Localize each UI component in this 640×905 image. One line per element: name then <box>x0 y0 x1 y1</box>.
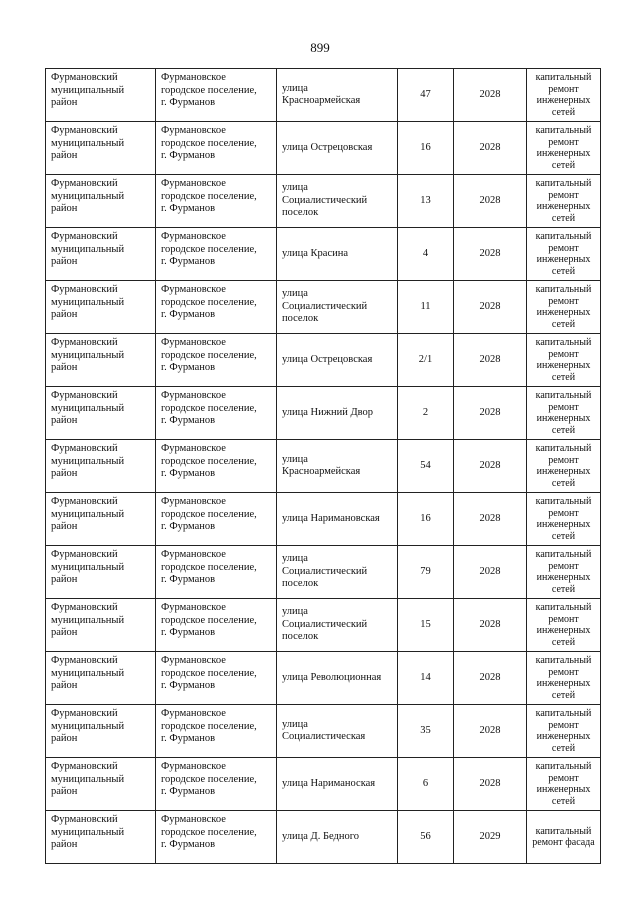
district-cell <box>46 122 156 175</box>
house-number-cell-text: 47 <box>420 88 431 100</box>
table-row <box>46 281 601 334</box>
work-type-cell-text: капитальный ремонт инженерных сетей <box>535 284 592 330</box>
house-number-cell-text: 79 <box>420 565 431 577</box>
work-type-cell <box>527 493 601 546</box>
district-cell-text: Фурмановский муниципальный район <box>51 72 125 108</box>
district-cell <box>46 281 156 334</box>
house-number-cell-text: 2 <box>422 406 429 418</box>
settlement-cell <box>156 652 277 705</box>
settlement-cell <box>156 440 277 493</box>
settlement-cell <box>156 175 277 228</box>
settlement-cell <box>156 387 277 440</box>
settlement-cell-text: Фурмановское городское поселение, г. Фурманов <box>161 443 257 479</box>
house-number-cell-text: 16 <box>420 512 431 524</box>
house-number-cell <box>398 228 454 281</box>
year-cell <box>454 811 527 864</box>
street-cell-text: улица Нариманоская <box>282 777 376 789</box>
house-number-cell-text: 6 <box>422 777 429 789</box>
district-cell <box>46 334 156 387</box>
table-row <box>46 599 601 652</box>
work-type-cell-text: капитальный ремонт инженерных сетей <box>535 708 592 754</box>
settlement-cell-text: Фурмановское городское поселение, г. Фурманов <box>161 761 257 797</box>
year-cell-text: 2028 <box>479 406 501 418</box>
street-cell <box>277 652 398 705</box>
district-cell-text: Фурмановский муниципальный район <box>51 231 125 267</box>
work-type-cell-text: капитальный ремонт инженерных сетей <box>535 178 592 224</box>
street-cell <box>277 387 398 440</box>
work-type-cell-text: капитальный ремонт инженерных сетей <box>535 496 592 542</box>
street-cell-text: улица Социалистический поселок <box>282 182 368 219</box>
house-number-cell <box>398 811 454 864</box>
table-row <box>46 440 601 493</box>
district-cell-text: Фурмановский муниципальный район <box>51 443 125 479</box>
year-cell <box>454 493 527 546</box>
street-cell <box>277 440 398 493</box>
year-cell <box>454 175 527 228</box>
house-number-cell <box>398 440 454 493</box>
year-cell-text: 2028 <box>479 459 501 471</box>
work-type-cell-text: капитальный ремонт фасада <box>532 825 595 848</box>
settlement-cell <box>156 228 277 281</box>
street-cell-text: улица Социалистическая <box>282 718 366 742</box>
district-cell-text: Фурмановский муниципальный район <box>51 178 125 214</box>
work-type-cell <box>527 69 601 122</box>
table-row <box>46 705 601 758</box>
street-cell-text: улица Наримановская <box>282 512 380 524</box>
work-type-cell <box>527 387 601 440</box>
house-number-cell <box>398 281 454 334</box>
year-cell-text: 2028 <box>479 565 501 577</box>
table-row <box>46 652 601 705</box>
street-cell-text: улица Социалистический поселок <box>282 288 368 325</box>
work-type-cell <box>527 705 601 758</box>
house-number-cell-text: 54 <box>420 459 431 471</box>
work-type-cell <box>527 652 601 705</box>
table-row <box>46 334 601 387</box>
work-type-cell-text: капитальный ремонт инженерных сетей <box>535 761 592 807</box>
street-cell-text: улица Социалистический поселок <box>282 553 368 590</box>
settlement-cell-text: Фурмановское городское поселение, г. Фурманов <box>161 390 257 426</box>
table-row <box>46 546 601 599</box>
house-number-cell-text: 15 <box>420 618 431 630</box>
work-type-cell <box>527 228 601 281</box>
street-cell-text: улица Красноармейская <box>282 453 361 477</box>
street-cell <box>277 705 398 758</box>
work-type-cell-text: капитальный ремонт инженерных сетей <box>535 443 592 489</box>
house-number-cell <box>398 493 454 546</box>
house-number-cell <box>398 69 454 122</box>
table-row <box>46 122 601 175</box>
street-cell-text: улица Красноармейская <box>282 82 361 106</box>
house-number-cell-text: 4 <box>422 247 429 259</box>
work-type-cell <box>527 546 601 599</box>
settlement-cell-text: Фурмановское городское поселение, г. Фурманов <box>161 602 257 638</box>
street-cell <box>277 758 398 811</box>
street-cell <box>277 334 398 387</box>
street-cell <box>277 546 398 599</box>
settlement-cell-text: Фурмановское городское поселение, г. Фурманов <box>161 178 257 214</box>
settlement-cell-text: Фурмановское городское поселение, г. Фурманов <box>161 231 257 267</box>
district-cell-text: Фурмановский муниципальный район <box>51 708 125 744</box>
settlement-cell <box>156 705 277 758</box>
street-cell <box>277 122 398 175</box>
year-cell-text: 2028 <box>479 724 501 736</box>
settlement-cell <box>156 758 277 811</box>
year-cell-text: 2029 <box>479 830 501 842</box>
settlement-cell <box>156 122 277 175</box>
year-cell-text: 2028 <box>479 300 501 312</box>
street-cell <box>277 599 398 652</box>
settlement-cell <box>156 281 277 334</box>
house-number-cell <box>398 705 454 758</box>
street-cell <box>277 811 398 864</box>
table-row <box>46 69 601 122</box>
settlement-cell-text: Фурмановское городское поселение, г. Фурманов <box>161 72 257 108</box>
work-type-cell-text: капитальный ремонт инженерных сетей <box>535 602 592 648</box>
work-type-cell <box>527 334 601 387</box>
year-cell <box>454 705 527 758</box>
year-cell <box>454 758 527 811</box>
work-type-cell-text: капитальный ремонт инженерных сетей <box>535 390 592 436</box>
table-row <box>46 228 601 281</box>
year-cell-text: 2028 <box>479 671 501 683</box>
house-number-cell <box>398 122 454 175</box>
house-number-cell <box>398 758 454 811</box>
settlement-cell-text: Фурмановское городское поселение, г. Фурманов <box>161 814 257 850</box>
registry-table <box>45 68 601 864</box>
district-cell <box>46 440 156 493</box>
street-cell-text: улица Нижний Двор <box>282 406 374 418</box>
district-cell-text: Фурмановский муниципальный район <box>51 125 125 161</box>
work-type-cell <box>527 599 601 652</box>
year-cell <box>454 599 527 652</box>
settlement-cell-text: Фурмановское городское поселение, г. Фурманов <box>161 496 257 532</box>
house-number-cell <box>398 652 454 705</box>
year-cell-text: 2028 <box>479 618 501 630</box>
district-cell-text: Фурмановский муниципальный район <box>51 655 125 691</box>
year-cell-text: 2028 <box>479 194 501 206</box>
district-cell <box>46 652 156 705</box>
year-cell-text: 2028 <box>479 141 501 153</box>
house-number-cell <box>398 387 454 440</box>
table-row <box>46 493 601 546</box>
street-cell <box>277 281 398 334</box>
district-cell-text: Фурмановский муниципальный район <box>51 337 125 373</box>
district-cell <box>46 758 156 811</box>
settlement-cell <box>156 599 277 652</box>
street-cell-text: улица Революционная <box>282 671 382 683</box>
street-cell-text: улица Социалистический поселок <box>282 606 368 643</box>
work-type-cell <box>527 175 601 228</box>
settlement-cell-text: Фурмановское городское поселение, г. Фурманов <box>161 655 257 691</box>
house-number-cell-text: 11 <box>420 300 431 312</box>
settlement-cell <box>156 493 277 546</box>
street-cell-text: улица Острецовская <box>282 141 373 153</box>
house-number-cell-text: 56 <box>420 830 431 842</box>
district-cell-text: Фурмановский муниципальный район <box>51 496 125 532</box>
house-number-cell-text: 16 <box>420 141 431 153</box>
house-number-cell-text: 13 <box>420 194 431 206</box>
district-cell <box>46 175 156 228</box>
street-cell-text: улица Д. Бедного <box>282 830 360 842</box>
table-row <box>46 758 601 811</box>
year-cell <box>454 69 527 122</box>
settlement-cell-text: Фурмановское городское поселение, г. Фурманов <box>161 549 257 585</box>
year-cell <box>454 122 527 175</box>
district-cell <box>46 811 156 864</box>
district-cell-text: Фурмановский муниципальный район <box>51 814 125 850</box>
house-number-cell-text: 35 <box>420 724 431 736</box>
settlement-cell-text: Фурмановское городское поселение, г. Фурманов <box>161 284 257 320</box>
work-type-cell <box>527 281 601 334</box>
house-number-cell <box>398 546 454 599</box>
house-number-cell <box>398 599 454 652</box>
year-cell <box>454 228 527 281</box>
work-type-cell-text: капитальный ремонт инженерных сетей <box>535 231 592 277</box>
year-cell <box>454 281 527 334</box>
house-number-cell <box>398 334 454 387</box>
work-type-cell-text: капитальный ремонт инженерных сетей <box>535 655 592 701</box>
year-cell <box>454 652 527 705</box>
settlement-cell <box>156 69 277 122</box>
work-type-cell <box>527 758 601 811</box>
street-cell <box>277 69 398 122</box>
year-cell-text: 2028 <box>479 247 501 259</box>
district-cell <box>46 546 156 599</box>
page-number: 899 <box>310 40 330 55</box>
house-number-cell-text: 2/1 <box>418 353 433 365</box>
district-cell <box>46 228 156 281</box>
district-cell-text: Фурмановский муниципальный район <box>51 284 125 320</box>
district-cell <box>46 387 156 440</box>
house-number-cell-text: 14 <box>420 671 431 683</box>
street-cell <box>277 228 398 281</box>
work-type-cell <box>527 122 601 175</box>
settlement-cell-text: Фурмановское городское поселение, г. Фурманов <box>161 708 257 744</box>
work-type-cell <box>527 811 601 864</box>
year-cell-text: 2028 <box>479 512 501 524</box>
street-cell <box>277 493 398 546</box>
settlement-cell-text: Фурмановское городское поселение, г. Фурманов <box>161 337 257 373</box>
table-row <box>46 811 601 864</box>
work-type-cell-text: капитальный ремонт инженерных сетей <box>535 125 592 171</box>
street-cell-text: улица Острецовская <box>282 353 373 365</box>
district-cell-text: Фурмановский муниципальный район <box>51 549 125 585</box>
year-cell <box>454 334 527 387</box>
work-type-cell-text: капитальный ремонт инженерных сетей <box>535 337 592 383</box>
district-cell-text: Фурмановский муниципальный район <box>51 602 125 638</box>
work-type-cell-text: капитальный ремонт инженерных сетей <box>535 72 592 118</box>
year-cell-text: 2028 <box>479 88 501 100</box>
year-cell <box>454 440 527 493</box>
year-cell <box>454 387 527 440</box>
registry-body <box>46 69 601 864</box>
district-cell <box>46 493 156 546</box>
settlement-cell <box>156 546 277 599</box>
district-cell <box>46 599 156 652</box>
district-cell-text: Фурмановский муниципальный район <box>51 390 125 426</box>
district-cell <box>46 69 156 122</box>
house-number-cell <box>398 175 454 228</box>
settlement-cell <box>156 811 277 864</box>
year-cell-text: 2028 <box>479 353 501 365</box>
district-cell <box>46 705 156 758</box>
settlement-cell <box>156 334 277 387</box>
street-cell <box>277 175 398 228</box>
street-cell-text: улица Красина <box>282 247 349 259</box>
table-row <box>46 175 601 228</box>
table-row <box>46 387 601 440</box>
work-type-cell-text: капитальный ремонт инженерных сетей <box>535 549 592 595</box>
work-type-cell <box>527 440 601 493</box>
year-cell <box>454 546 527 599</box>
district-cell-text: Фурмановский муниципальный район <box>51 761 125 797</box>
year-cell-text: 2028 <box>479 777 501 789</box>
settlement-cell-text: Фурмановское городское поселение, г. Фурманов <box>161 125 257 161</box>
